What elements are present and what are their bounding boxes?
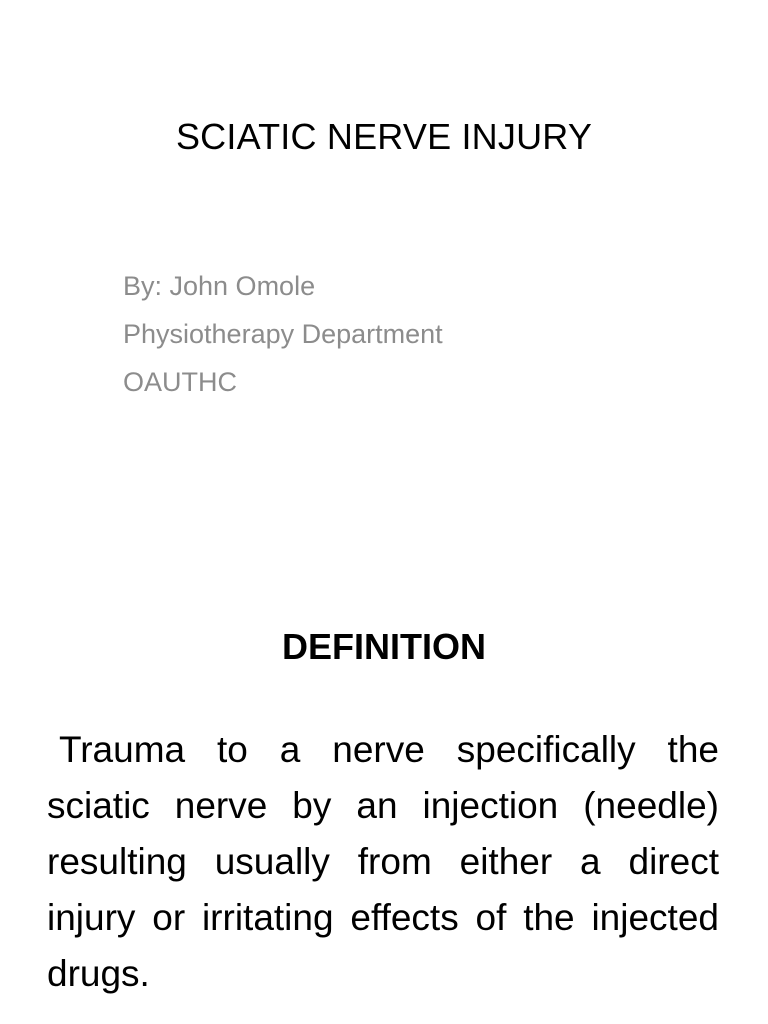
institution-line: OAUTHC xyxy=(123,367,237,397)
definition-heading: DEFINITION xyxy=(282,626,486,667)
subtitle-block xyxy=(123,262,443,406)
presentation-title: SCIATIC NERVE INJURY xyxy=(175,116,593,157)
department-line: Physiotherapy Department xyxy=(123,319,443,349)
author-line: By: John Omole xyxy=(123,271,316,301)
definition-slide xyxy=(0,576,768,1024)
definition-body: Trauma to a nerve specifically the sciatic nerve by an injection (needle) resulting usually from either a direct injury or irritating effects of the injected drugs. xyxy=(47,729,719,994)
